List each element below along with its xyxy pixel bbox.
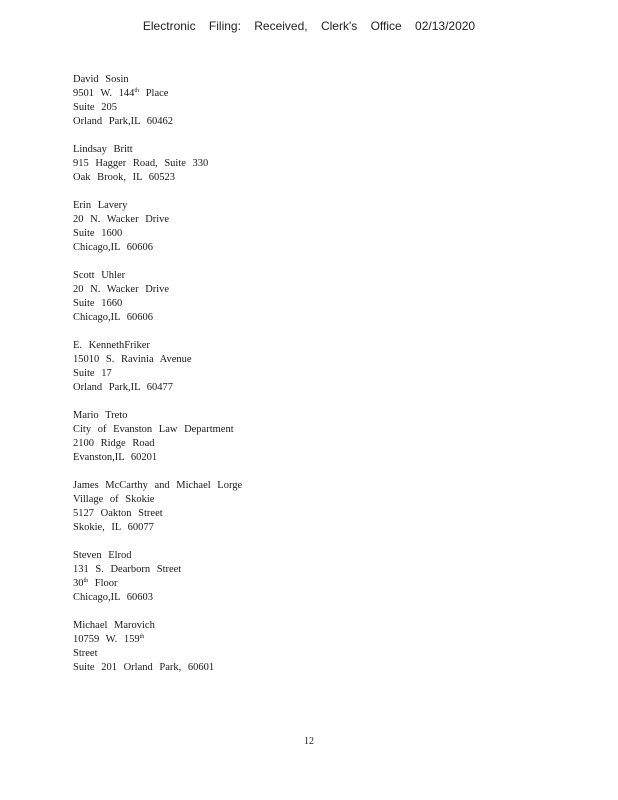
address-line	[73, 591, 242, 605]
addressee-name	[73, 143, 242, 157]
ordinal-superscript: th	[134, 88, 140, 94]
address-line-text: 5127 Oakton Street	[73, 508, 163, 519]
addressee-name	[73, 479, 242, 493]
address-line-text: Mario Treto	[73, 410, 128, 421]
address-line-text: 10759 W. 159	[73, 634, 140, 645]
address-line-text: Erin Lavery	[73, 200, 128, 211]
address-line	[73, 353, 242, 367]
service-address-list	[73, 73, 242, 689]
address-line-text: Suite 17	[73, 368, 112, 379]
address-line-text: Suite 1600	[73, 228, 123, 239]
address-line	[73, 661, 242, 675]
address-line-text: E. KennethFriker	[73, 340, 150, 351]
address-line-text: Suite 1660	[73, 298, 123, 309]
address-line-text: Chicago,IL 60606	[73, 312, 154, 323]
address-line-text: 20 N. Wacker Drive	[73, 284, 170, 295]
address-line-suffix: Floor	[88, 578, 118, 589]
address-entry	[73, 619, 242, 675]
address-line-text: Michael Marovich	[73, 620, 155, 631]
address-line-text: Lindsay Britt	[73, 144, 133, 155]
address-line	[73, 647, 242, 661]
address-line-text: Suite 205	[73, 102, 117, 113]
address-line-text: 2100 Ridge Road	[73, 438, 155, 449]
address-line-text: 20 N. Wacker Drive	[73, 214, 170, 225]
address-entry	[73, 269, 242, 325]
address-line-text: City of Evanston Law Department	[73, 424, 234, 435]
address-line-text: James McCarthy and Michael Lorge	[73, 480, 243, 491]
addressee-name	[73, 549, 242, 563]
address-entry	[73, 479, 242, 535]
address-line-text: Chicago,IL 60606	[73, 242, 154, 253]
address-line	[73, 87, 242, 101]
address-entry	[73, 199, 242, 255]
addressee-name	[73, 269, 242, 283]
address-line-text: Village of Skokie	[73, 494, 155, 505]
address-entry	[73, 409, 242, 465]
address-line-text: Oak Brook, IL 60523	[73, 172, 176, 183]
address-line	[73, 297, 242, 311]
page-number: 12	[304, 736, 314, 747]
address-line	[73, 367, 242, 381]
address-line-text: 15010 S. Ravinia Avenue	[73, 354, 192, 365]
address-line-text: Chicago,IL 60603	[73, 592, 154, 603]
address-line-text: Orland Park,IL 60477	[73, 382, 174, 393]
address-line-text: Steven Elrod	[73, 550, 132, 561]
address-entry	[73, 143, 242, 185]
address-line	[73, 213, 242, 227]
address-line-suffix: Place	[139, 88, 169, 99]
address-line-text: 30	[73, 578, 84, 589]
address-line-text: 131 S. Dearborn Street	[73, 564, 182, 575]
filing-stamp-header: Electronic Filing: Received, Clerk's Office 02/13/2020	[142, 19, 476, 33]
address-line	[73, 171, 242, 185]
address-line	[73, 157, 242, 171]
addressee-name	[73, 199, 242, 213]
address-line-text: David Sosin	[73, 74, 129, 85]
address-line-text: 915 Hagger Road, Suite 330	[73, 158, 209, 169]
address-line-text: Street	[73, 648, 98, 659]
ordinal-superscript: th	[139, 634, 145, 640]
address-line-text: Suite 201 Orland Park, 60601	[73, 662, 215, 673]
address-line	[73, 227, 242, 241]
address-line	[73, 423, 242, 437]
address-line	[73, 633, 242, 647]
address-line	[73, 311, 242, 325]
address-line-text: 9501 W. 144	[73, 88, 135, 99]
addressee-name	[73, 339, 242, 353]
address-line	[73, 283, 242, 297]
address-line	[73, 577, 242, 591]
address-line-text: Scott Uhler	[73, 270, 126, 281]
address-line	[73, 493, 242, 507]
address-line	[73, 437, 242, 451]
address-entry	[73, 549, 242, 605]
address-line-text: Skokie, IL 60077	[73, 522, 154, 533]
address-line-text: Evanston,IL 60201	[73, 452, 158, 463]
address-entry	[73, 73, 242, 129]
address-line	[73, 101, 242, 115]
address-line	[73, 115, 242, 129]
address-line	[73, 563, 242, 577]
address-line-text: Orland Park,IL 60462	[73, 116, 174, 127]
address-line	[73, 507, 242, 521]
addressee-name	[73, 409, 242, 423]
ordinal-superscript: th	[83, 578, 89, 584]
address-line	[73, 381, 242, 395]
addressee-name	[73, 619, 242, 633]
address-entry	[73, 339, 242, 395]
addressee-name	[73, 73, 242, 87]
address-line	[73, 241, 242, 255]
address-line	[73, 521, 242, 535]
address-line	[73, 451, 242, 465]
